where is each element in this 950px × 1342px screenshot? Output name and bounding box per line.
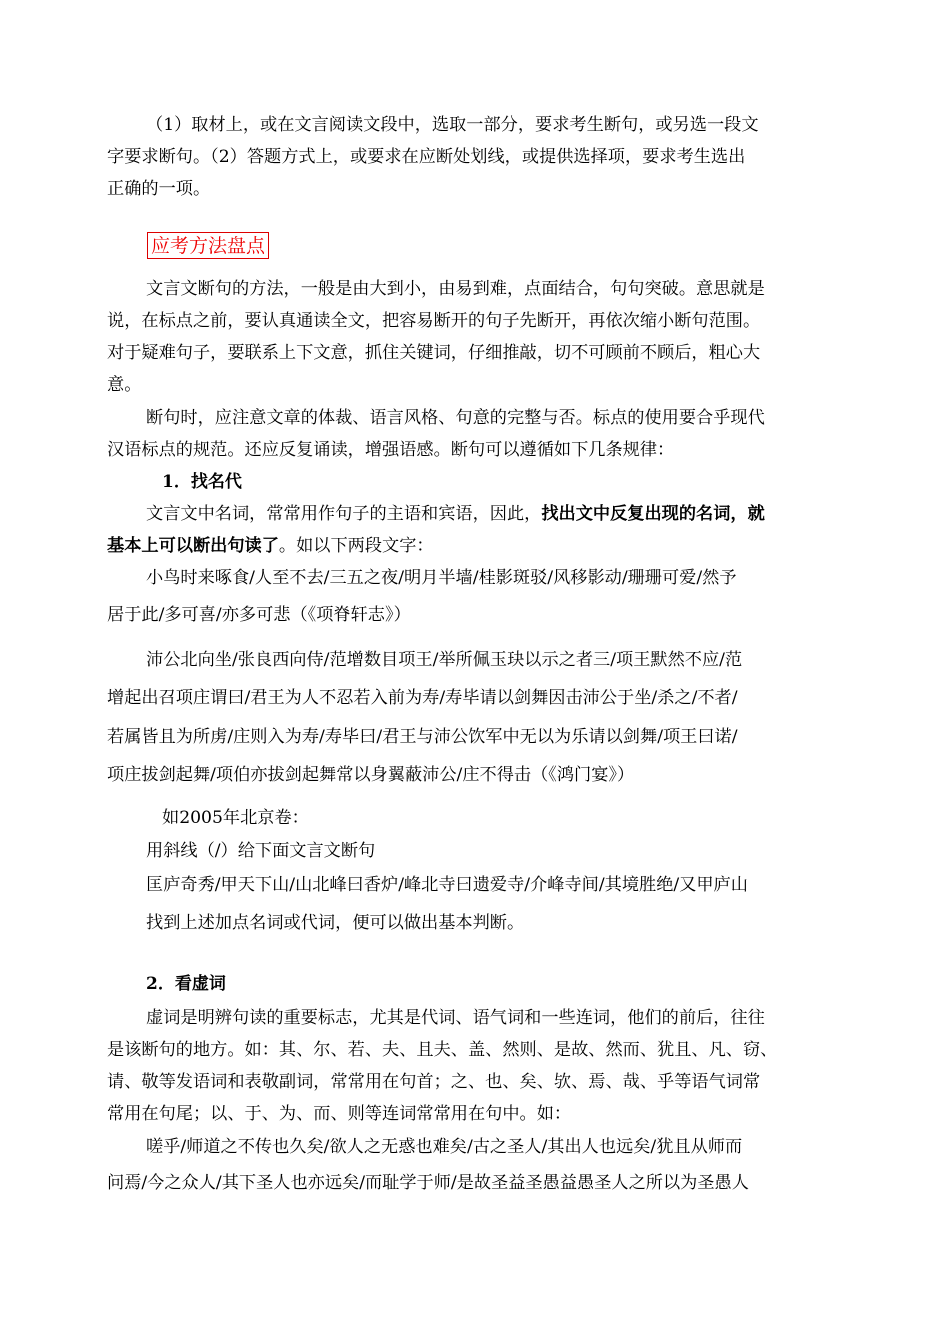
method-p2-line-2: 汉语标点的规范。还应反复诵读，增强语感。断句可以遵循如下几条规律： <box>107 440 675 460</box>
method-p1-line-2: 说，在标点之前，要认真通读全文，把容易断开的句子先断开，再依次缩小断句范围。 <box>107 311 761 331</box>
rule2-line-2: 是该断句的地方。如：其、尔、若、夫、且夫、盖、然则、是故、然而、犹且、凡、窃、 <box>107 1040 778 1060</box>
intro-line-2: 字要求断句。（2）答题方式上，或要求在应断处划线，或提供选择项，要求考生选出 <box>107 147 746 167</box>
rule1-line-2-plain: 。如以下两段文字： <box>278 536 434 556</box>
rule2-line-3: 请、敬等发语词和表敬副词，常常用在句首；之、也、矣、欤、焉、哉、乎等语气词常 <box>107 1072 761 1092</box>
rule1-example2-line-4: 项庄拔剑起舞/项伯亦拔剑起舞常以身翼蔽沛公/庄不得击（《鸿门宴》） <box>107 765 635 785</box>
rule2-example-line-1: 嗟乎/师道之不传也久矣/欲人之无惑也难矣/古之圣人/其出人也远矣/犹且从师而 <box>146 1137 743 1157</box>
rule1-title: 1．找名代 <box>162 472 242 492</box>
rule2-line-4: 常用在句尾；以、于、为、而、则等连词常常用在句中。如： <box>107 1104 572 1124</box>
rule1-line-1-plain: 文言文中名词，常常用作句子的主语和宾语，因此， <box>146 504 542 524</box>
intro-line-1: （1）取材上，或在文言阅读文段中，选取一部分，要求考生断句，或另选一段文 <box>146 115 759 135</box>
rule1-example1-line-1: 小鸟时来啄食/人至不去/三五之夜/明月半墙/桂影斑驳/风移影动/珊珊可爱/然予 <box>146 568 737 588</box>
rule2-line-1: 虚词是明辨句读的重要标志，尤其是代词、语气词和一些连词，他们的前后，往往 <box>146 1008 765 1028</box>
rule1-example2-line-2: 增起出召项庄谓曰/君王为人不忍若入前为寿/寿毕请以剑舞因击沛公于坐/杀之/不者/ <box>107 688 738 708</box>
method-p1-line-4: 意。 <box>107 375 142 395</box>
rule1-example2-line-3: 若属皆且为所虏/庄则入为寿/寿毕曰/君王与沛公饮军中无以为乐请以剑舞/项王曰诺/ <box>107 727 738 747</box>
method-p1-line-1: 文言文断句的方法，一般是由大到小，由易到难，点面结合，句句突破。意思就是 <box>146 279 765 299</box>
rule1-line-2-bold: 基本上可以断出句读了 <box>107 536 279 556</box>
rule1-exam-task: 用斜线（/）给下面文言文断句 <box>146 841 376 861</box>
rule2-example-line-2: 问焉/今之众人/其下圣人也亦远矣/而耻学于师/是故圣益圣愚益愚圣人之所以为圣愚人 <box>107 1173 749 1193</box>
rule1-example2-line-1: 沛公北向坐/张良西向侍/范增数目项王/举所佩玉玦以示之者三/项王默然不应/范 <box>146 650 743 670</box>
section-heading: 应考方法盘点 <box>147 232 269 259</box>
method-p2-line-1: 断句时，应注意文章的体裁、语言风格、句意的完整与否。标点的使用要合乎现代 <box>146 408 765 428</box>
rule1-line-2 <box>107 531 434 556</box>
rule1-line-1 <box>146 499 765 524</box>
method-p1-line-3: 对于疑难句子，要联系上下文意，抓住关键词，仔细推敲，切不可顾前不顾后，粗心大 <box>107 343 761 363</box>
rule1-conclusion: 找到上述加点名词或代词，便可以做出基本判断。 <box>146 913 525 933</box>
intro-line-3: 正确的一项。 <box>107 179 211 199</box>
rule2-title: 2．看虚词 <box>146 974 226 994</box>
rule1-line-1-bold: 找出文中反复出现的名词，就 <box>541 504 765 524</box>
rule1-exam-text: 匡庐奇秀/甲天下山/山北峰曰香炉/峰北寺曰遗爱寺/介峰寺间/其境胜绝/又甲庐山 <box>146 875 748 895</box>
rule1-exam-intro: 如2005年北京卷： <box>162 808 309 828</box>
rule1-example1-line-2: 居于此/多可喜/亦多可悲（《项脊轩志》） <box>107 605 411 625</box>
